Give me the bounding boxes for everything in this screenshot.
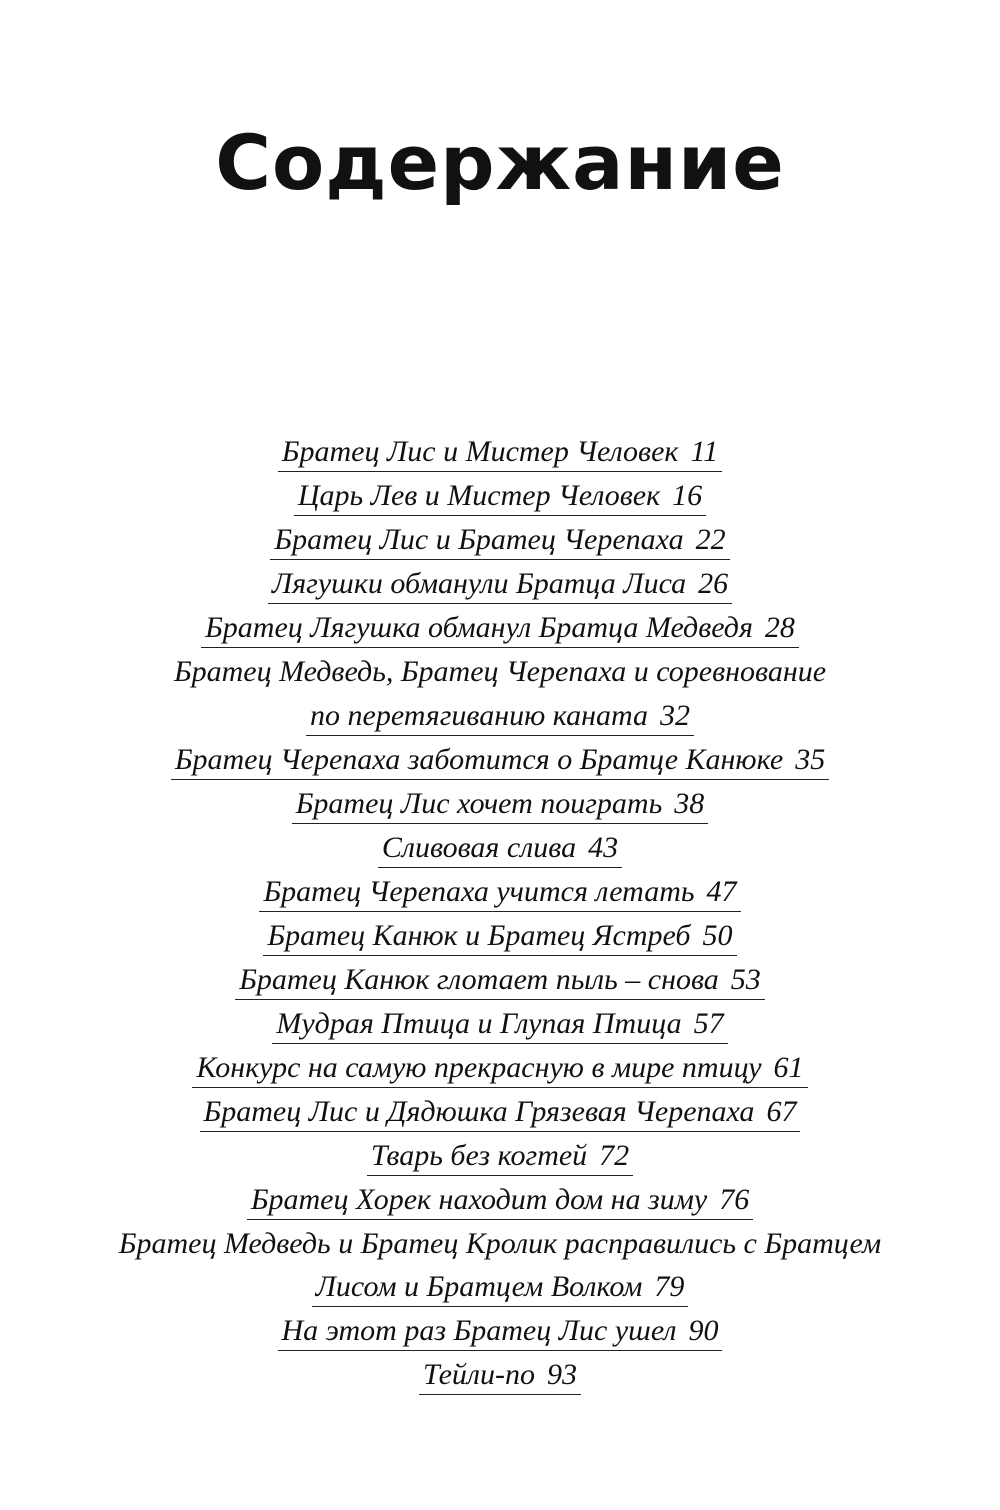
toc-entry-title: Братец Лис и Дядюшка Грязевая Черепаха: [203, 1094, 755, 1128]
toc-entry-line: [235, 961, 765, 1000]
toc-entry[interactable]: [0, 870, 1000, 914]
toc-entry[interactable]: [0, 474, 1000, 518]
toc-page-number: 93: [547, 1358, 577, 1392]
toc-entry[interactable]: [0, 1353, 1000, 1397]
toc-entry-line: [259, 873, 740, 912]
toc-page-number: 76: [719, 1182, 750, 1216]
toc-page-number: 50: [702, 918, 733, 952]
toc-page-number: 43: [588, 830, 619, 864]
toc-page-number: 57: [693, 1006, 724, 1040]
toc-entry[interactable]: [0, 562, 1000, 606]
toc-entry-title: Братец Лис хочет поиграть: [295, 786, 663, 820]
toc-entry[interactable]: [0, 914, 1000, 958]
toc-entry-title: Братец Медведь, Братец Черепаха и соревнование: [173, 655, 827, 688]
page-title: Содержание: [215, 118, 785, 207]
toc-entry[interactable]: [0, 1002, 1000, 1046]
toc-entry[interactable]: [0, 1178, 1000, 1222]
toc-entry[interactable]: [0, 1309, 1000, 1353]
toc-entry[interactable]: [0, 782, 1000, 826]
toc-page-number: 38: [674, 786, 705, 820]
toc-entry-line: [247, 1181, 753, 1220]
toc-page-number: 35: [795, 742, 826, 776]
toc-page-number: 16: [672, 479, 703, 512]
toc-entry[interactable]: [0, 606, 1000, 650]
toc-entry[interactable]: [0, 1134, 1000, 1178]
toc-entry-line: [200, 1093, 801, 1132]
toc-entry-title: Братец Канюк и Братец Ястреб: [267, 918, 691, 952]
toc-entry[interactable]: [0, 650, 1000, 738]
toc-entry-line: [270, 521, 729, 560]
toc-entry-line: [201, 609, 799, 648]
toc-entry-line: [294, 477, 706, 516]
toc-page-number: 32: [659, 698, 690, 732]
toc-entry[interactable]: [0, 1222, 1000, 1310]
toc-entry-line: [268, 565, 732, 604]
toc-page-number: 79: [654, 1270, 685, 1304]
toc-page-number: 61: [773, 1050, 804, 1084]
toc-entry[interactable]: [0, 1046, 1000, 1090]
toc-entry-line: [306, 697, 694, 736]
toc-entry-line: [378, 829, 622, 868]
toc-page-number: 53: [730, 962, 761, 996]
toc-entry-line: [119, 1225, 881, 1263]
toc-entry[interactable]: [0, 826, 1000, 870]
toc-entry-title: Братец Черепаха заботится о Братце Канюке: [174, 742, 784, 776]
toc-entry-title: по перетягиванию каната: [310, 698, 648, 732]
toc-entry[interactable]: [0, 958, 1000, 1002]
toc-entry-title: Царь Лев и Мистер Человек: [297, 479, 661, 512]
toc-entry-line: [278, 1312, 723, 1351]
toc-entry[interactable]: [0, 738, 1000, 782]
toc-entry[interactable]: [0, 518, 1000, 562]
toc-entry-line: [419, 1356, 581, 1395]
toc-entry[interactable]: [0, 430, 1000, 474]
toc-entry-title: Мудрая Птица и Глупая Птица: [276, 1006, 682, 1040]
toc-entry-line: [174, 653, 826, 691]
toc-page-number: 67: [766, 1094, 797, 1128]
toc-entry-title: Братец Лис и Мистер Человек: [281, 435, 679, 468]
toc-page-number: 47: [706, 874, 737, 908]
toc-entry-line: [292, 785, 709, 824]
toc-entry-line: [263, 917, 736, 956]
toc-entry-title: Тварь без когтей: [370, 1138, 588, 1172]
toc-page-number: 28: [764, 611, 795, 644]
toc-entry-title: Братец Лягушка обманул Братца Медведя: [205, 611, 753, 644]
toc-entry-title: Лягушки обманули Братца Лиса: [271, 567, 687, 600]
toc-entry-title: Лисом и Братцем Волком: [315, 1270, 643, 1304]
toc-entry-line: [278, 433, 722, 472]
toc-entry-line: [312, 1268, 689, 1307]
toc-entry-title: Конкурс на самую прекрасную в мире птицу: [196, 1050, 762, 1084]
toc-entry-title: Братец Канюк глотает пыль – снова: [239, 962, 719, 996]
toc-page-number: 72: [599, 1138, 630, 1172]
toc-entry-title: Братец Лис и Братец Черепаха: [274, 523, 684, 556]
toc-entry[interactable]: [0, 1090, 1000, 1134]
toc-entry-line: [272, 1005, 727, 1044]
toc-entry-title: Тейли-по: [423, 1358, 535, 1392]
toc-entry-title: На этот раз Братец Лис ушел: [281, 1314, 677, 1348]
toc-entry-line: [192, 1049, 807, 1088]
toc-entry-title: Сливовая слива: [381, 830, 577, 864]
toc-page-number: 11: [690, 435, 719, 468]
toc-page-number: 26: [698, 567, 729, 600]
toc-entry-title: Братец Хорек находит дом на зиму: [250, 1182, 708, 1216]
table-of-contents: [0, 430, 1000, 1397]
toc-page-number: 22: [695, 523, 726, 556]
toc-entry-line: [171, 741, 829, 780]
toc-entry-line: [367, 1137, 633, 1176]
toc-entry-title: Братец Черепаха учится летать: [263, 874, 695, 908]
toc-entry-title: Братец Медведь и Братец Кролик расправились с Братцем: [118, 1226, 882, 1260]
toc-page-number: 90: [688, 1314, 719, 1348]
